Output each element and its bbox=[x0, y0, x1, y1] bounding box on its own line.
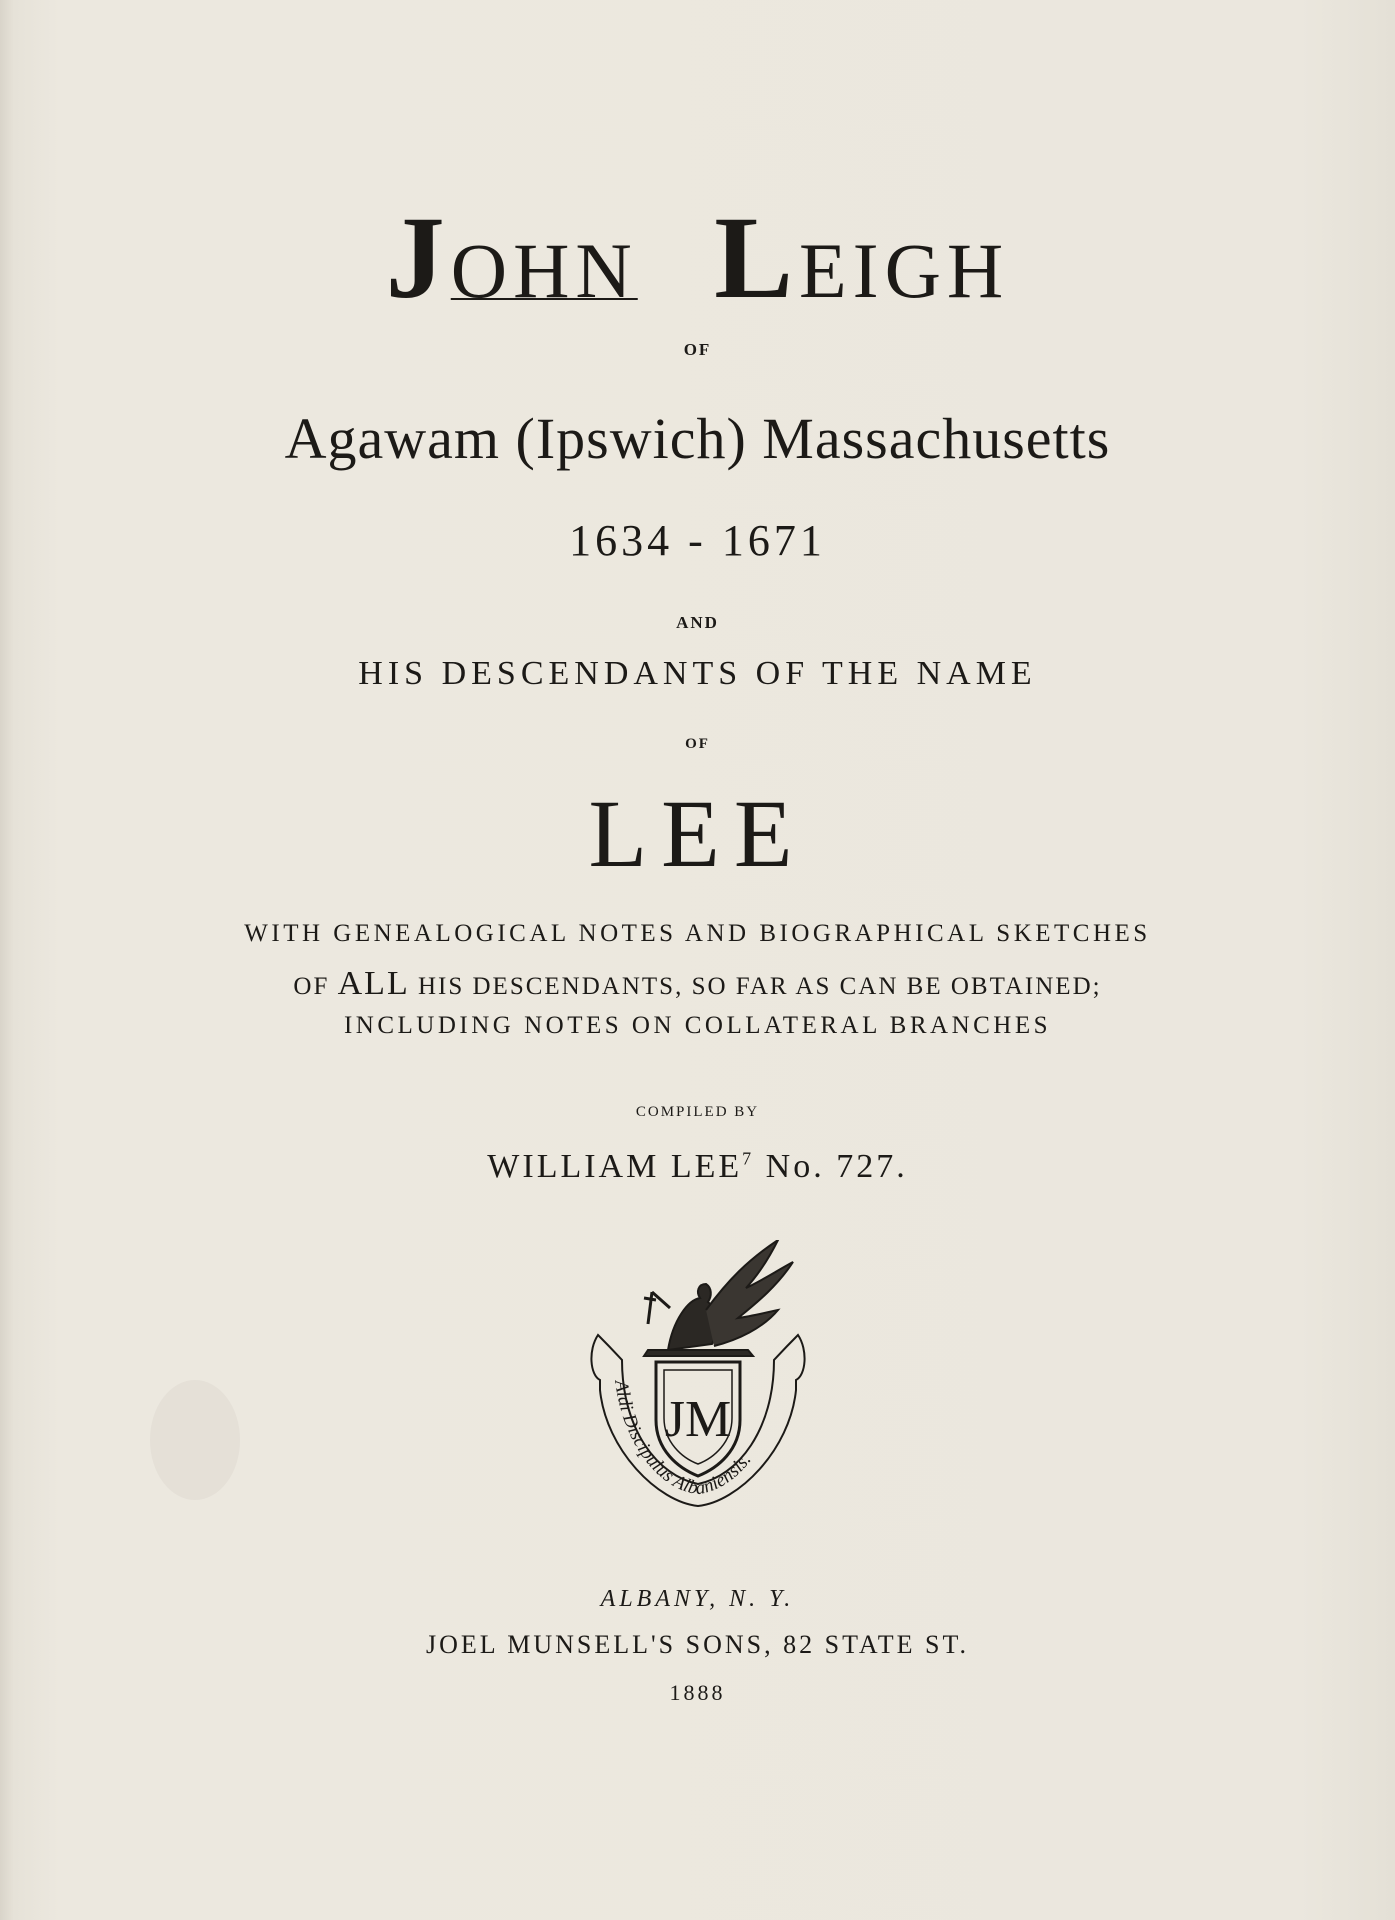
subtitle-line-2 bbox=[0, 965, 1395, 1003]
subtitle-rest: HIS DESCENDANTS, SO FAR AS CAN BE OBTAINED; bbox=[417, 973, 1102, 1000]
motto-textpath: Aldi Discipulus Albaniensis. bbox=[610, 1378, 756, 1500]
author-generation: 7 bbox=[742, 1148, 755, 1169]
years-line: 1634 - 1671 bbox=[569, 516, 826, 565]
of-line-2: OF bbox=[685, 736, 710, 752]
imprint-publisher: JOEL MUNSELL'S SONS, 82 STATE ST. bbox=[426, 1630, 969, 1659]
title-first-name-rest: OHN bbox=[450, 227, 638, 314]
compiled-by-line: COMPILED BY bbox=[635, 1104, 760, 1120]
of-line-1: OF bbox=[683, 340, 712, 359]
place-line: Agawam (Ipswich) Massachusetts bbox=[284, 406, 1111, 471]
author-line bbox=[0, 1148, 1395, 1186]
descendants-line: HIS DESCENDANTS OF THE NAME bbox=[358, 655, 1037, 692]
subtitle-of: OF bbox=[293, 973, 330, 1000]
imprint-city: ALBANY, N. Y. bbox=[600, 1586, 795, 1612]
title-initial-j: J bbox=[385, 192, 451, 323]
and-line: AND bbox=[676, 613, 719, 632]
surname-heading: LEE bbox=[588, 780, 807, 887]
griffin-icon bbox=[644, 1240, 793, 1356]
subtitle-line-1: WITH GENEALOGICAL NOTES AND BIOGRAPHICAL SKETCHES bbox=[244, 920, 1151, 947]
subtitle-all: ALL bbox=[337, 965, 410, 1002]
author-number: No. 727. bbox=[765, 1148, 908, 1185]
book-title bbox=[0, 190, 1395, 326]
shield-icon bbox=[656, 1362, 740, 1476]
paper-stain bbox=[150, 1380, 240, 1500]
title-last-name-rest: EIGH bbox=[798, 227, 1010, 314]
title-initial-l: L bbox=[714, 192, 799, 323]
monogram-text: JM bbox=[664, 1391, 732, 1448]
imprint-year: 1888 bbox=[669, 1680, 726, 1705]
griffin-crest-icon bbox=[578, 1240, 818, 1540]
author-name: WILLIAM LEE bbox=[487, 1148, 743, 1185]
subtitle-line-3: INCLUDING NOTES ON COLLATERAL BRANCHES bbox=[343, 1012, 1052, 1039]
